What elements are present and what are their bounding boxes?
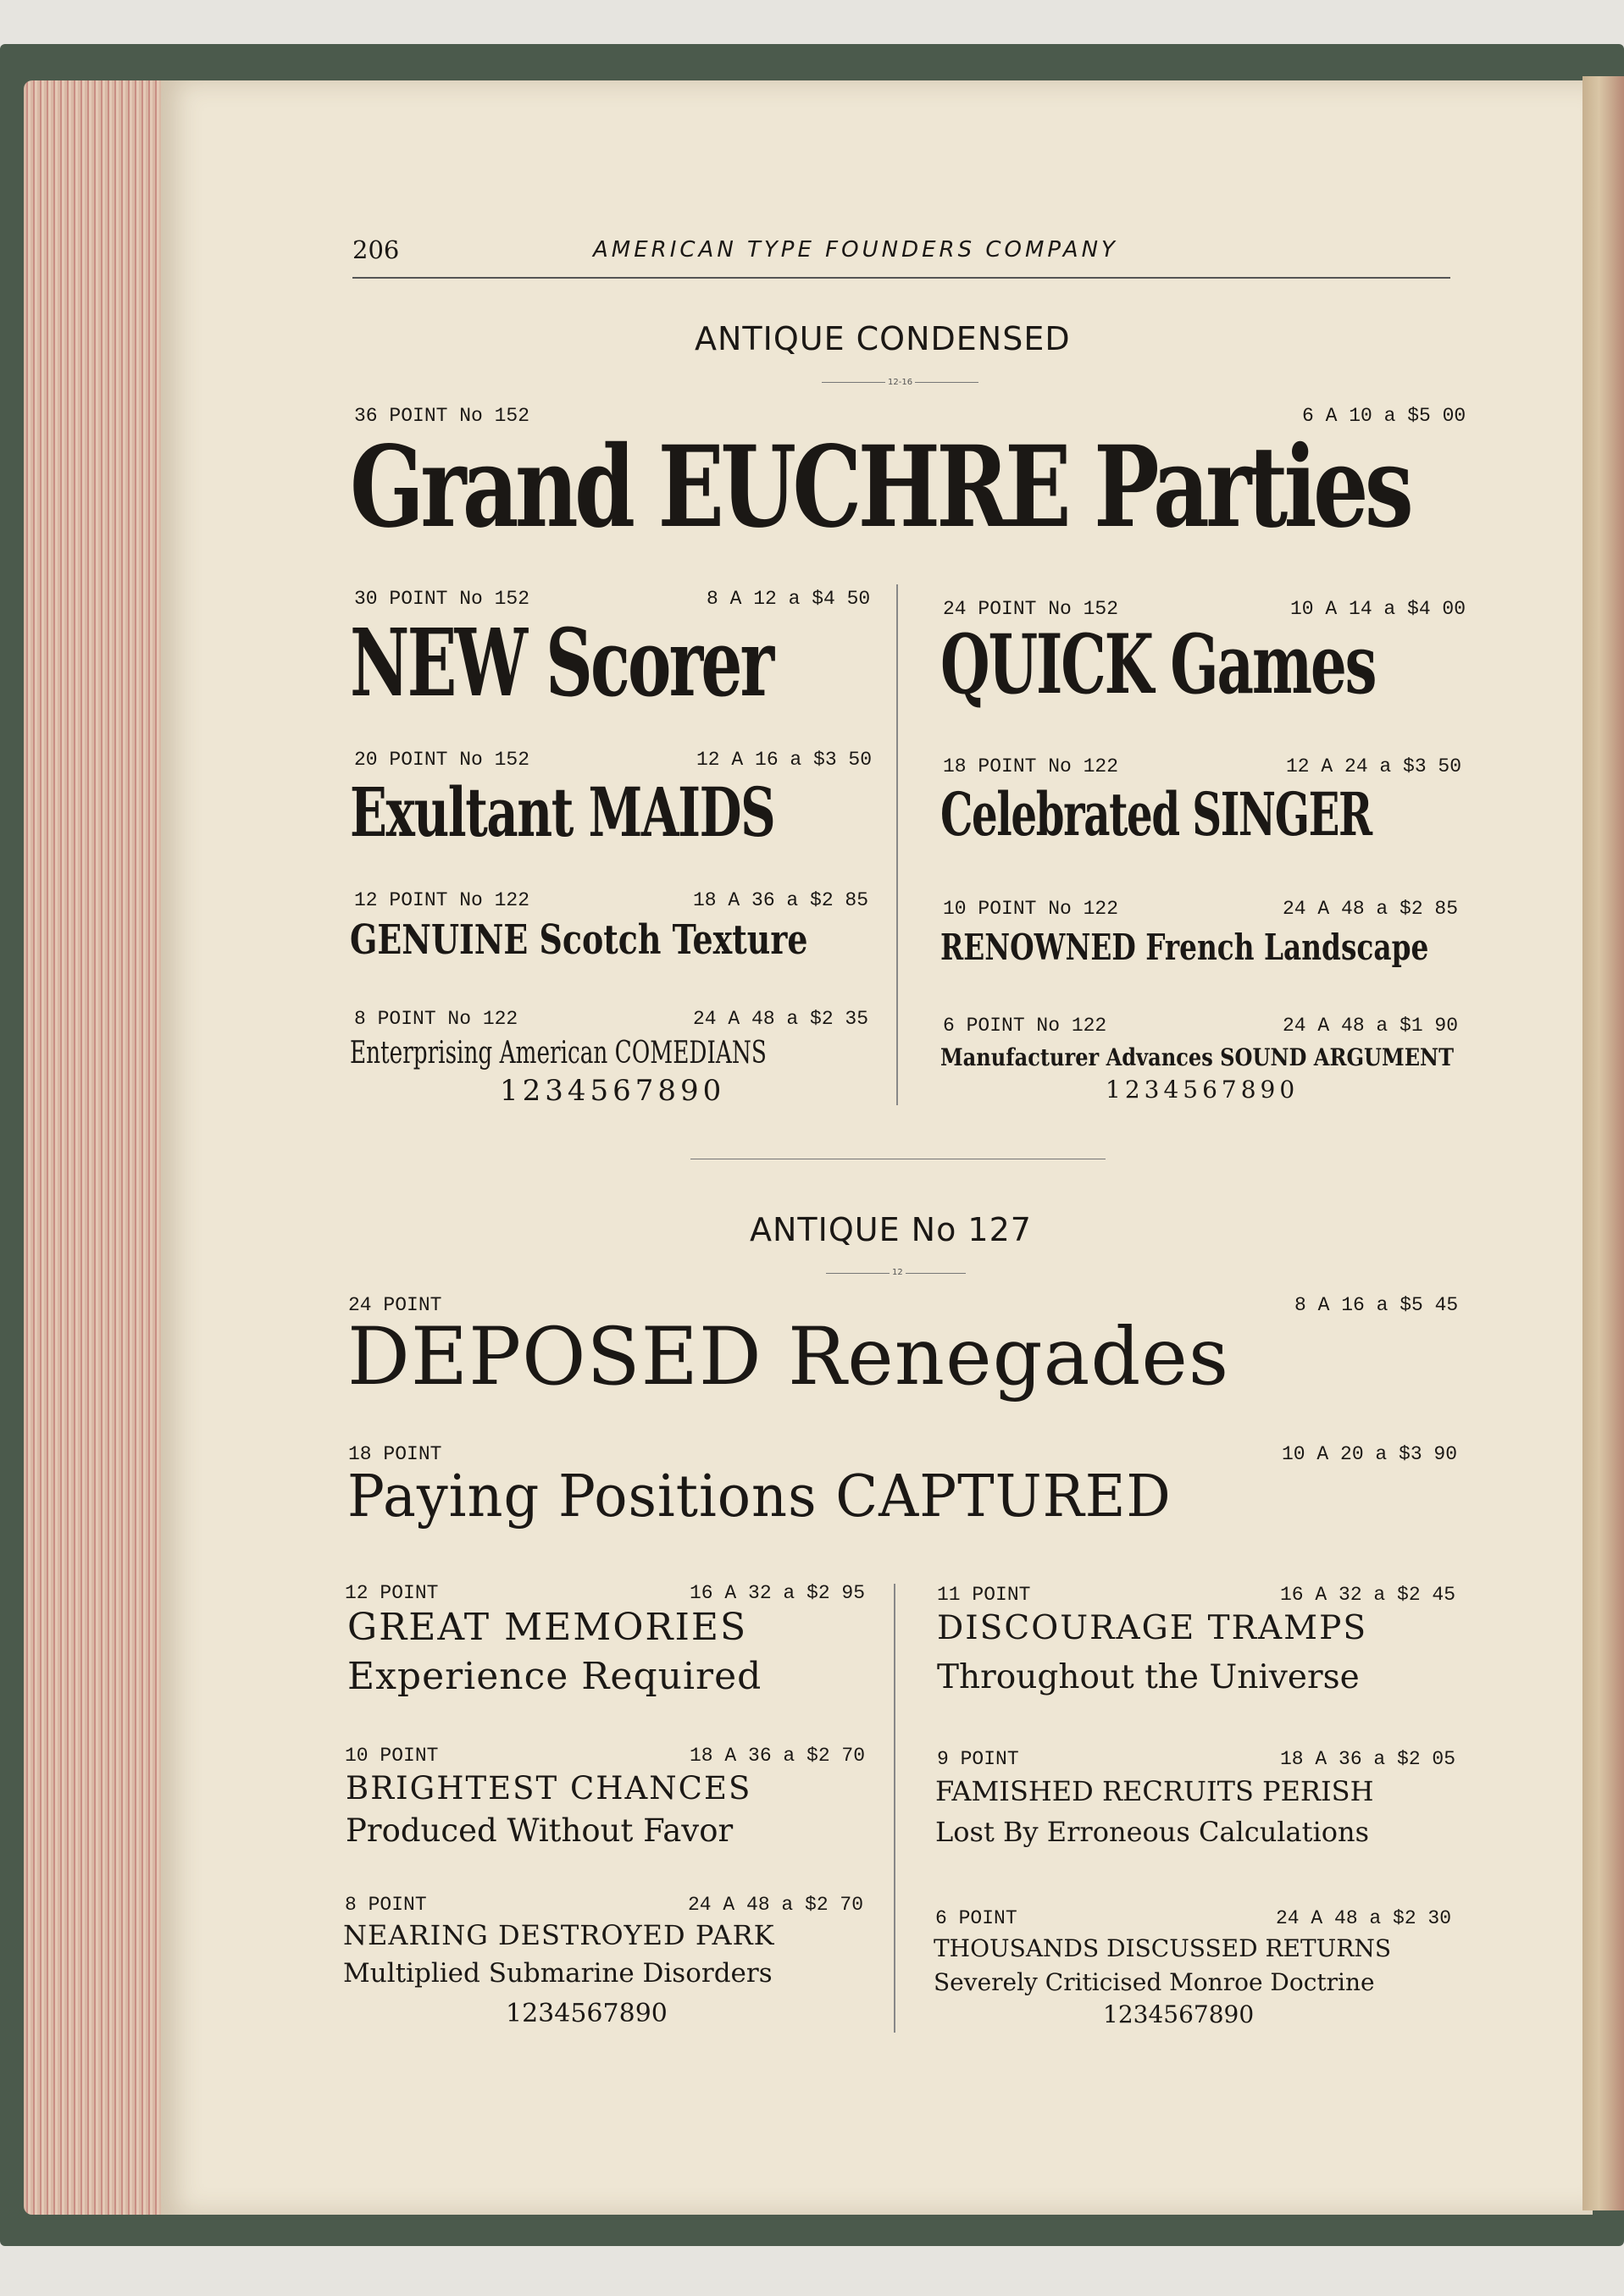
- spec-price: 6 A 10 a $5 00: [1302, 405, 1466, 427]
- specimen-10pt-line2: Produced Without Favor: [346, 1812, 734, 1849]
- specimen-6pt-line1: THOUSANDS DISCUSSED RETURNS: [934, 1934, 1392, 1962]
- specimen-8pt: Enterprising American COMEDIANS: [350, 1036, 767, 1071]
- spec-size: 18 POINT No 122: [943, 755, 1119, 777]
- spec-size: 12 POINT No 122: [354, 889, 530, 911]
- specimen-20pt: Exultant MAIDS: [350, 772, 775, 852]
- specimen-18pt: Paying Positions CAPTURED: [347, 1463, 1172, 1530]
- page-number: 206: [352, 235, 400, 264]
- spec-size: 18 POINT: [348, 1443, 442, 1465]
- column-divider: [896, 584, 898, 1105]
- specimen-10pt-line1: BRIGHTEST CHANCES: [346, 1770, 752, 1806]
- spec-price: 16 A 32 a $2 45: [1280, 1584, 1456, 1606]
- spec-size: 12 POINT: [345, 1582, 439, 1604]
- specimen-12pt-line1: GREAT MEMORIES: [347, 1606, 748, 1649]
- spec-size: 24 POINT No 152: [943, 598, 1119, 620]
- spec-size: 8 POINT No 122: [354, 1008, 518, 1030]
- spec-price: 8 A 16 a $5 45: [1294, 1294, 1459, 1316]
- specimen-6pt-line2: Severely Criticised Monroe Doctrine: [934, 1968, 1375, 1996]
- specimen-11pt-line2: Throughout the Universe: [937, 1658, 1360, 1696]
- spec-size: 36 POINT No 152: [354, 405, 530, 427]
- ornament-label: 12-16: [885, 378, 915, 387]
- spec-price: 24 A 48 a $1 90: [1283, 1015, 1459, 1037]
- spec-price: 18 A 36 a $2 70: [690, 1745, 866, 1767]
- spec-price: 18 A 36 a $2 05: [1280, 1748, 1456, 1770]
- figures: 1234567890: [500, 1074, 726, 1108]
- spec-price: 10 A 14 a $4 00: [1290, 598, 1466, 620]
- specimen-36pt: Grand EUCHRE Parties: [350, 422, 1411, 553]
- specimen-9pt-line1: FAMISHED RECRUITS PERISH: [935, 1775, 1374, 1807]
- spec-price: 18 A 36 a $2 85: [693, 889, 869, 911]
- spec-price: 10 A 20 a $3 90: [1282, 1443, 1458, 1465]
- spec-size: 30 POINT No 152: [354, 588, 530, 610]
- section-title-antique-127: ANTIQUE No 127: [750, 1211, 1032, 1248]
- specimen-24pt: DEPOSED Renegades: [347, 1311, 1230, 1403]
- specimen-6pt: Manufacturer Advances SOUND ARGUMENT: [940, 1043, 1454, 1071]
- spec-price: 8 A 12 a $4 50: [707, 588, 871, 610]
- section-title-antique-condensed: ANTIQUE CONDENSED: [695, 320, 1071, 357]
- specimen-10pt: RENOWNED French Landscape: [940, 927, 1429, 968]
- figures: 1234567890: [1106, 1076, 1300, 1104]
- spec-size: 10 POINT: [345, 1745, 439, 1767]
- spec-price: 24 A 48 a $2 70: [688, 1894, 864, 1916]
- header-rule: [352, 277, 1450, 279]
- spec-size: 20 POINT No 152: [354, 749, 530, 771]
- spec-size: 24 POINT: [348, 1294, 442, 1316]
- specimen-30pt: NEW Scorer: [350, 608, 773, 717]
- spec-price: 12 A 16 a $3 50: [696, 749, 873, 771]
- specimen-12pt: GENUINE Scotch Texture: [350, 916, 808, 964]
- spec-size: 10 POINT No 122: [943, 898, 1119, 920]
- spec-size: 11 POINT: [937, 1584, 1031, 1606]
- specimen-12pt-line2: Experience Required: [347, 1655, 762, 1698]
- spec-size: 8 POINT: [345, 1894, 427, 1916]
- spec-size: 9 POINT: [937, 1748, 1019, 1770]
- spec-price: 24 A 48 a $2 85: [1283, 898, 1459, 920]
- specimen-8pt-line1: NEARING DESTROYED PARK: [343, 1919, 775, 1951]
- spec-price: 12 A 24 a $3 50: [1286, 755, 1462, 777]
- spec-price: 24 A 48 a $2 30: [1276, 1907, 1452, 1929]
- spec-price: 24 A 48 a $2 35: [693, 1008, 869, 1030]
- spec-size: 6 POINT: [935, 1907, 1017, 1929]
- figures: 1234567890: [1103, 2000, 1255, 2028]
- specimen-18pt: Celebrated SINGER: [940, 779, 1372, 849]
- specimen-11pt-line1: DISCOURAGE TRAMPS: [937, 1609, 1368, 1647]
- running-title: AMERICAN TYPE FOUNDERS COMPANY: [593, 237, 1118, 263]
- ornament-label: 12: [890, 1268, 906, 1277]
- spec-size: 6 POINT No 122: [943, 1015, 1107, 1037]
- spec-price: 16 A 32 a $2 95: [690, 1582, 866, 1604]
- figures: 1234567890: [506, 1999, 668, 2028]
- specimen-24pt: QUICK Games: [940, 617, 1376, 712]
- specimen-8pt-line2: Multiplied Submarine Disorders: [343, 1958, 773, 1989]
- column-divider: [894, 1584, 895, 2033]
- specimen-9pt-line2: Lost By Erroneous Calculations: [935, 1816, 1369, 1848]
